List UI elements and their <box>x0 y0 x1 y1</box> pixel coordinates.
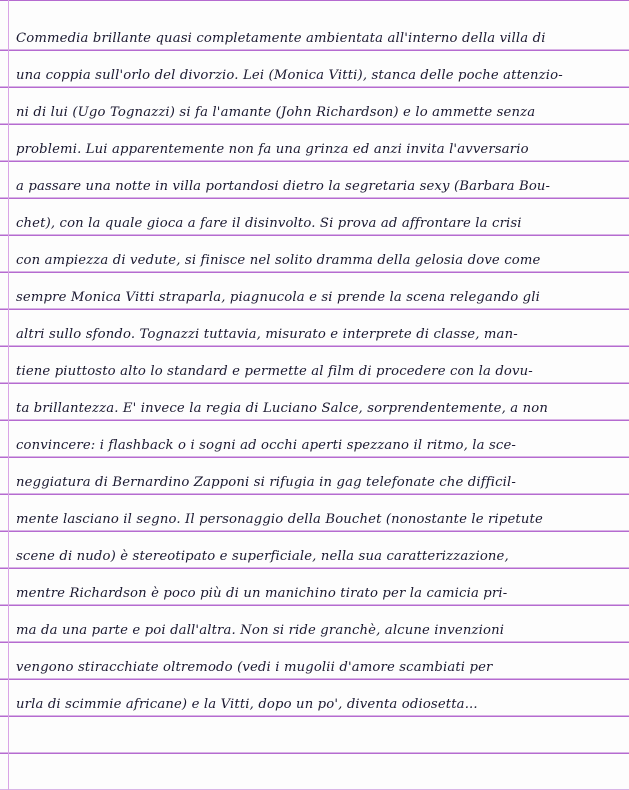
text-line: problemi. Lui apparentemente non fa una grinza ed anzi invita l'avversario <box>16 142 529 157</box>
text-line: tiene piuttosto alto lo standard e permette al film di procedere con la dovu- <box>16 364 533 379</box>
text-line: vengono stiracchiate oltremodo (vedi i mugolii d'amore scambiati per <box>16 660 493 675</box>
text-line: ta brillantezza. E' invece la regia di Luciano Salce, sorprendentemente, a non <box>16 401 548 416</box>
text-line: scene di nudo) è stereotipato e superficiale, nella sua caratterizzazione, <box>16 549 509 564</box>
text-line: mente lasciano il segno. Il personaggio della Bouchet (nonostante le ripetute <box>16 512 543 527</box>
text-line: ma da una parte e poi dall'altra. Non si ride granchè, alcune invenzioni <box>16 623 505 638</box>
margin-line <box>8 0 9 790</box>
text-line: mentre Richardson è poco più di un manichino tirato per la camicia pri- <box>16 586 508 601</box>
text-line: convincere: i flashback o i sogni ad occhi aperti spezzano il ritmo, la sce- <box>16 438 517 453</box>
handwritten-review <box>16 20 624 723</box>
text-line: sempre Monica Vitti straparla, piagnucola e si prende la scena relegando gli <box>16 290 540 305</box>
text-line: ni di lui (Ugo Tognazzi) si fa l'amante (John Richardson) e lo ammette senza <box>16 105 536 120</box>
text-line: urla di scimmie africane) e la Vitti, dopo un po', diventa odiosetta... <box>16 697 478 712</box>
text-line: chet), con la quale gioca a fare il disinvolto. Si prova ad affrontare la crisi <box>16 216 522 231</box>
text-line: con ampiezza di vedute, si finisce nel solito dramma della gelosia dove come <box>16 253 541 268</box>
text-line: Commedia brillante quasi completamente ambientata all'interno della villa di <box>16 31 546 46</box>
text-line: a passare una notte in villa portandosi dietro la segretaria sexy (Barbara Bou- <box>16 179 551 194</box>
text-line: altri sullo sfondo. Tognazzi tuttavia, misurato e interprete di classe, man- <box>16 327 518 342</box>
text-line: neggiatura di Bernardino Zapponi si rifugia in gag telefonate che difficil- <box>16 475 517 490</box>
text-line: una coppia sull'orlo del divorzio. Lei (Monica Vitti), stanca delle poche attenzio- <box>16 68 563 83</box>
